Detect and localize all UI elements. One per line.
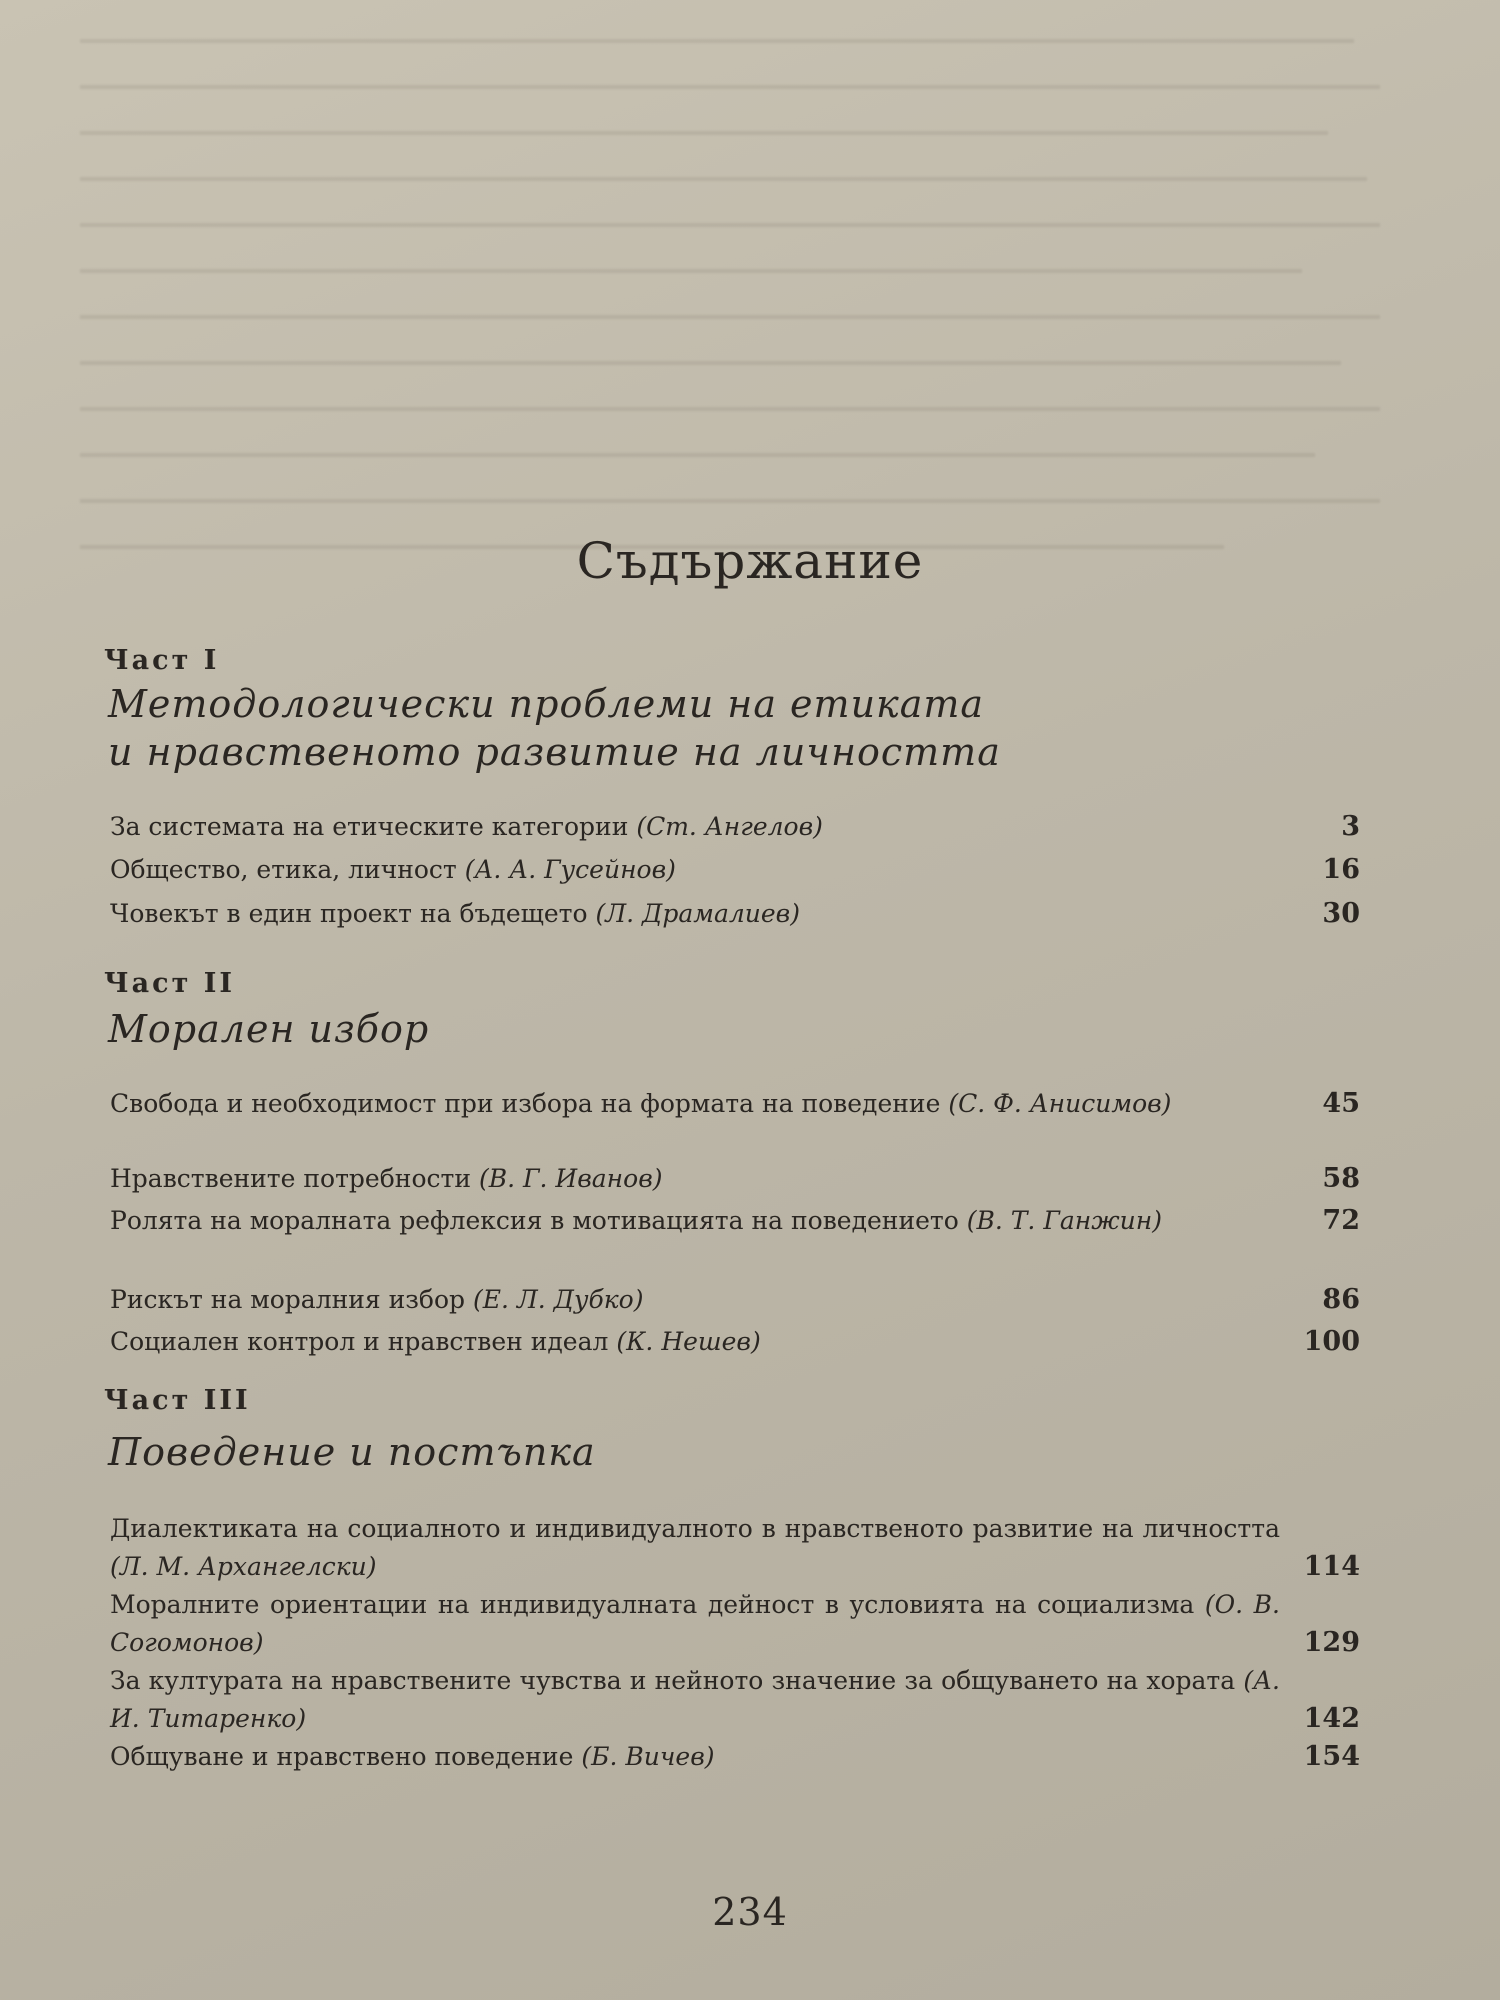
bleed-through-text [80, 0, 1380, 540]
toc-entry-author: (А. А. Гусейнов) [464, 855, 676, 884]
toc-entry-author: (В. Т. Ганжин) [966, 1206, 1162, 1235]
toc-entry-author: (С. Ф. Анисимов) [948, 1089, 1172, 1118]
toc-entry-title: Рискът на моралния избор [110, 1285, 466, 1314]
part-3-title [108, 1428, 596, 1476]
toc-entry-page: 16 [1322, 854, 1360, 885]
toc-entry-title: Общество, етика, личност [110, 855, 457, 884]
toc-entry[interactable] [110, 808, 1360, 846]
toc-entry-author: (Л. М. Архангелски) [110, 1552, 377, 1581]
part-2-label: Част II [104, 968, 235, 999]
toc-entry-author: (Ст. Ангелов) [636, 812, 823, 841]
part-1-title [108, 680, 1001, 776]
toc-entry-author: (О. В. Согомонов) [110, 1590, 1280, 1657]
toc-entry-title: Ролята на моралната рефлексия в мотивацията на поведението [110, 1206, 959, 1235]
toc-entry[interactable] [110, 1738, 1360, 1776]
toc-entry-page: 30 [1322, 898, 1360, 929]
toc-entry-author: (В. Г. Иванов) [478, 1164, 663, 1193]
toc-entry-page: 72 [1322, 1205, 1360, 1236]
toc-entry-page: 3 [1341, 811, 1360, 842]
toc-entry-title: Общуване и нравствено поведение [110, 1742, 574, 1771]
part-2-title [108, 1005, 429, 1053]
toc-entry[interactable] [110, 895, 1360, 933]
part-1-title-line-2: и нравственото развитие на личността [108, 730, 1001, 774]
part-2-title-line-1: Морален избор [108, 1007, 430, 1051]
toc-entry[interactable] [110, 1586, 1360, 1662]
toc-entry-title: Нравствените потребности [110, 1164, 471, 1193]
toc-entry-title: Диалектиката на социалното и индивидуалното в нравственото развитие на личността [110, 1514, 1280, 1543]
toc-entry-page: 154 [1303, 1741, 1360, 1772]
page-title: Съдържание [576, 532, 924, 590]
toc-entry[interactable] [110, 1085, 1360, 1123]
toc-entry-title: Социален контрол и нравствен идеал [110, 1327, 609, 1356]
toc-entry[interactable] [110, 1510, 1360, 1586]
toc-entry[interactable] [110, 1281, 1360, 1319]
part-3-label: Част III [104, 1385, 251, 1416]
toc-entry-title: Човекът в един проект на бъдещето [110, 899, 588, 928]
toc-entry-page: 86 [1322, 1284, 1360, 1315]
part-1-title-line-1: Методологически проблеми на етиката [108, 682, 985, 726]
toc-entry[interactable] [110, 851, 1360, 889]
toc-entry-title: За системата на етическите категории [110, 812, 629, 841]
toc-entry-title: Свобода и необходимост при избора на формата на поведение [110, 1089, 941, 1118]
toc-entry[interactable] [110, 1662, 1360, 1738]
toc-entry-title: За културата на нравствените чувства и нейното значение за общуването на хората [110, 1666, 1236, 1695]
toc-entry-page: 100 [1303, 1326, 1360, 1357]
toc-entry[interactable] [110, 1202, 1360, 1240]
toc-entry[interactable] [110, 1160, 1360, 1198]
part-3-title-line-1: Поведение и постъпка [108, 1430, 596, 1474]
toc-entry-page: 114 [1303, 1551, 1360, 1582]
page-number: 234 [712, 1890, 788, 1934]
toc-entry-author: (К. Нешев) [616, 1327, 761, 1356]
toc-entry-page: 58 [1322, 1163, 1360, 1194]
toc-entry-author: (Е. Л. Дубко) [473, 1285, 644, 1314]
toc-entry-page: 45 [1322, 1088, 1360, 1119]
toc-entry-page: 142 [1303, 1703, 1360, 1734]
toc-entry[interactable] [110, 1323, 1360, 1361]
toc-entry-page: 129 [1303, 1627, 1360, 1658]
toc-entry-title: Моралните ориентации на индивидуалната дейност в условията на социализма [110, 1590, 1195, 1619]
part-1-label: Част I [104, 645, 220, 676]
toc-entry-author: (Б. Вичев) [581, 1742, 715, 1771]
toc-entry-author: (А. И. Титаренко) [110, 1666, 1280, 1733]
toc-entry-author: (Л. Драмалиев) [595, 899, 800, 928]
